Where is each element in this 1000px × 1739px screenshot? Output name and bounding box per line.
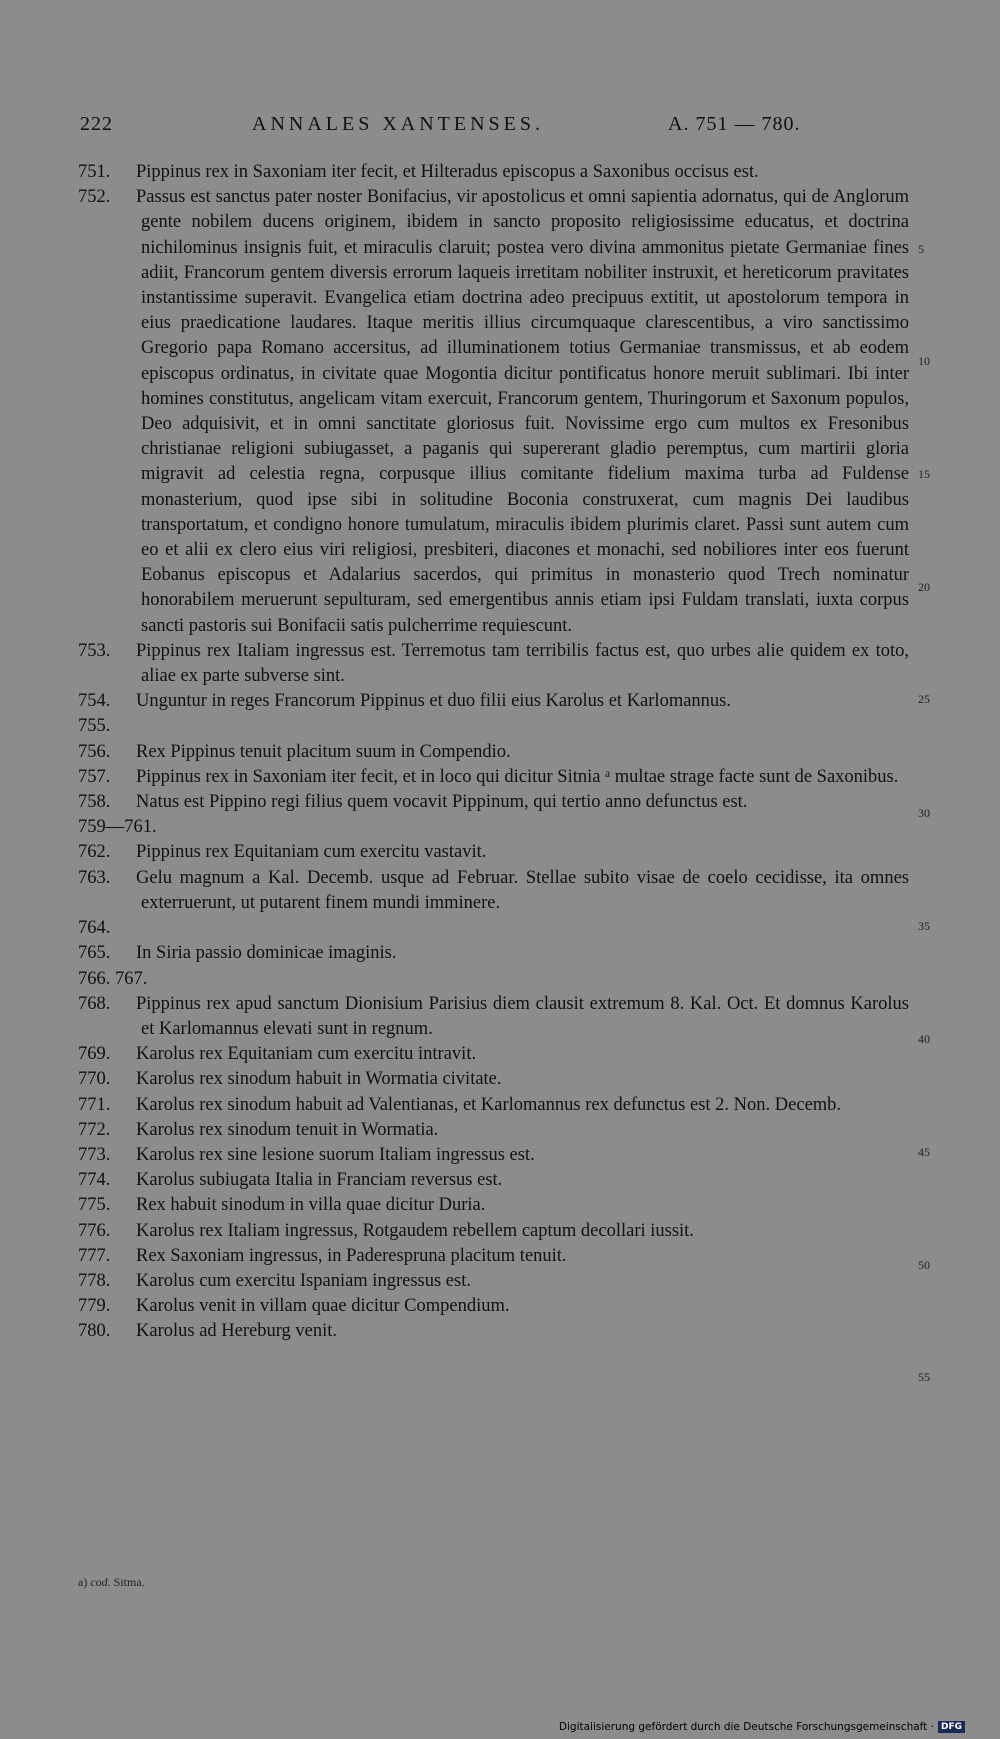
entry-year: 765. — [78, 943, 111, 964]
annal-entry — [0, 1067, 1000, 1092]
annal-entry — [0, 992, 1000, 1042]
entry-year: 776. — [78, 1220, 111, 1241]
entry-text — [141, 916, 909, 941]
annal-entry — [0, 967, 1000, 992]
margin-line-number: 35 — [918, 919, 930, 933]
annal-entry — [0, 185, 1000, 639]
entry-text: Karolus rex sinodum habuit in Wormatia civitate. — [136, 1069, 502, 1090]
entry-year: 753. — [78, 640, 111, 661]
entry-year: 779. — [78, 1296, 111, 1317]
margin-line-number: 15 — [918, 467, 930, 481]
margin-line-number: 40 — [918, 1032, 930, 1046]
annals-entries — [0, 160, 1000, 1345]
entry-year: 769. — [78, 1044, 111, 1065]
annal-entry — [0, 714, 1000, 739]
entry-year: 757. — [78, 766, 111, 787]
entry-year: 768. — [78, 993, 111, 1014]
annal-entry — [0, 840, 1000, 865]
entry-year: 774. — [78, 1170, 111, 1191]
page-number: 222 — [80, 113, 113, 135]
margin-line-number: 5 — [918, 242, 924, 256]
annal-entry — [0, 765, 1000, 790]
annal-entry — [0, 815, 1000, 840]
annal-entry — [0, 1168, 1000, 1193]
entry-year: 771. — [78, 1094, 111, 1115]
credit-text: Digitalisierung gefördert durch die Deutsche Forschungsgemeinschaft · — [558, 1721, 934, 1733]
entry-year: 778. — [78, 1270, 111, 1291]
entry-text: Karolus rex Italiam ingressus, Rotgaudem rebellem captum decollari iussit. — [136, 1220, 694, 1241]
entry-text: Karolus cum exercitu Ispaniam ingressus est. — [136, 1270, 471, 1291]
running-title: ANNALES XANTENSES. — [252, 113, 544, 135]
annal-entry — [0, 1219, 1000, 1244]
annal-entry — [0, 790, 1000, 815]
margin-line-number: 50 — [918, 1258, 930, 1272]
annal-entry — [0, 1193, 1000, 1218]
entry-year: 755. — [78, 716, 111, 737]
entry-text: Karolus subiugata Italia in Franciam reversus est. — [136, 1170, 503, 1191]
entry-year: 764. — [78, 918, 111, 939]
entry-year: 777. — [78, 1245, 111, 1266]
entry-year: 752. — [78, 187, 111, 208]
entry-text: Pippinus rex Equitaniam cum exercitu vastavit. — [136, 842, 487, 863]
entry-year: 759—761. — [78, 817, 157, 838]
entry-year: 770. — [78, 1069, 111, 1090]
annal-entry — [0, 740, 1000, 765]
margin-line-number: 20 — [918, 580, 930, 594]
annal-entry — [0, 689, 1000, 714]
margin-line-number: 25 — [918, 692, 930, 706]
entry-year: 772. — [78, 1119, 111, 1140]
entry-text — [141, 815, 909, 840]
entry-text: Karolus rex sinodum tenuit in Wormatia. — [136, 1119, 439, 1140]
footnote — [78, 1575, 145, 1590]
entry-year: 756. — [78, 741, 111, 762]
year-range: A. 751 — 780. — [668, 113, 801, 135]
margin-line-number: 10 — [918, 354, 930, 368]
annal-entry — [0, 1143, 1000, 1168]
margin-line-number: 45 — [918, 1145, 930, 1159]
entry-text: Karolus rex Equitaniam cum exercitu intravit. — [136, 1044, 477, 1065]
entry-text: Rex habuit sinodum in villa quae dicitur Duria. — [136, 1195, 486, 1216]
entry-text: Passus est sanctus pater noster Bonifacius, vir apostolicus et omni sapientia adornatus, qui de Anglorum gente nobilem ducens originem, ibidem in sancto proposito religiosissime educatus, et doctrina nichilominus insignis fuit, et miraculis claruit; postea vero divina ammonitus pietate Germaniae fines adiit, Francorum gentem diversis errorum laqueis irretitam nobiliter instruxit, et hereticorum pravitates instantissime superavit. Evangelica etiam doctrina adeo precipuus extitit, ut apostolorum tempora in eius praedicatione laudares. Itaque meritis illius circumquaque clarescentibus, a viro sanctissimo Gregorio papa Romano accersitus, ad illuminationem totius Germaniae transmissus, et ab eodem episcopus ordinatus, in civitate quae Mogontia dicitur pontificatus honore meruit sublimari. Ibi inter homines constitutus, angelicam vitam exercuit, Francorum gentem, Thuringorum et Saxonum populos, Deo adquisivit, et in omni sanctitate gloriosus fuit. Novissime ergo cum multos ex Fresonibus christianae religioni subiugasset, a paganis qui supererant gladio peremptus, cum martirii gloria migravit ad celestia regna, corpusque illius comitante fidelium maxima turba ad Fuldense monasterium, quod ipse sibi in solitudine Boconia construxerat, cum magnis Dei laudibus transportatum, et condigno honore tumulatum, miraculis ibidem plurimis claret. Passi sunt autem cum eo et alii ex clero eius viri religiosi, presbiteri, diacones et monachi, sed nobiliores inter eos fuerunt Eobanus episcopus et Adalarius sacerdos, qui primitus in monasterio quod Trech nominatur honorabilem meruerunt sepulturam, sed emergentibus annis etiam ipsi Fuldam translati, iuxta corpus sancti pastoris sui Bonifacii satis pulcherrime requiescunt. — [136, 187, 909, 636]
entry-year: 751. — [78, 162, 111, 182]
annal-entry — [0, 1269, 1000, 1294]
entry-year: 758. — [78, 792, 111, 813]
entry-text: Pippinus rex in Saxoniam iter fecit, et in loco qui dicitur Sitnia ᵃ multae strage facte sunt de Saxonibus. — [136, 766, 899, 787]
entry-year: 763. — [78, 867, 111, 888]
entry-text: In Siria passio dominicae imaginis. — [136, 943, 397, 964]
entry-year: 762. — [78, 842, 111, 863]
entry-year: 775. — [78, 1195, 111, 1216]
entry-year: 754. — [78, 691, 111, 712]
annal-entry — [0, 916, 1000, 941]
entry-text: Karolus rex sinodum habuit ad Valentianas, et Karlomannus rex defunctus est 2. Non. Decemb. — [136, 1094, 842, 1115]
entry-text — [141, 714, 909, 739]
entry-text: Rex Saxoniam ingressus, in Paderespruna placitum tenuit. — [136, 1245, 567, 1266]
entry-text: Unguntur in reges Francorum Pippinus et duo filii eius Karolus et Karlomannus. — [136, 691, 731, 712]
annal-entry — [0, 160, 1000, 185]
annal-entry — [0, 1294, 1000, 1319]
entry-text: Karolus venit in villam quae dicitur Compendium. — [136, 1296, 510, 1317]
entry-text: Karolus ad Hereburg venit. — [136, 1321, 338, 1342]
dfg-logo: DFG — [938, 1721, 965, 1733]
margin-line-number: 30 — [918, 806, 930, 820]
annal-entry — [0, 941, 1000, 966]
entry-year: 780. — [78, 1321, 111, 1342]
annal-entry — [0, 1319, 1000, 1344]
margin-line-number: 55 — [918, 1370, 930, 1384]
entry-text: Natus est Pippino regi filius quem vocavit Pippinum, qui tertio anno defunctus est. — [136, 792, 748, 813]
entry-text: Pippinus rex in Saxoniam iter fecit, et Hilteradus episcopus a Saxonibus occisus est. — [136, 162, 759, 182]
footnote-mark: a) — [78, 1575, 88, 1589]
entry-text: Pippinus rex Italiam ingressus est. Terremotus tam terribilis factus est, quo urbes alie quidem ex toto, aliae ex parte subverse sint. — [136, 640, 909, 687]
footnote-text: Sitma. — [113, 1575, 145, 1589]
entry-text: Gelu magnum a Kal. Decemb. usque ad Februar. Stellae subito visae de coelo cecidisse, ita omnes exterruerunt, ut putarent finem mundi imminere. — [136, 867, 909, 913]
entry-text: Karolus rex sine lesione suorum Italiam ingressus est. — [136, 1144, 535, 1165]
annal-entry — [0, 1042, 1000, 1067]
entry-text: Pippinus rex apud sanctum Dionisium Parisius diem clausit extremum 8. Kal. Oct. Et domnus Karolus et Karlomannus elevati sunt in regnum. — [136, 993, 909, 1039]
annal-entry — [0, 1093, 1000, 1118]
annal-entry — [0, 1118, 1000, 1143]
entry-year: 773. — [78, 1144, 111, 1165]
digitization-credit — [559, 1721, 965, 1733]
annal-entry — [0, 1244, 1000, 1269]
annal-entry — [0, 639, 1000, 689]
page-header — [80, 113, 910, 143]
entry-text — [141, 967, 909, 992]
entry-text: Rex Pippinus tenuit placitum suum in Compendio. — [136, 741, 511, 762]
footnote-label: cod. — [90, 1575, 111, 1589]
entry-year: 766. 767. — [78, 968, 148, 989]
annal-entry — [0, 866, 1000, 916]
